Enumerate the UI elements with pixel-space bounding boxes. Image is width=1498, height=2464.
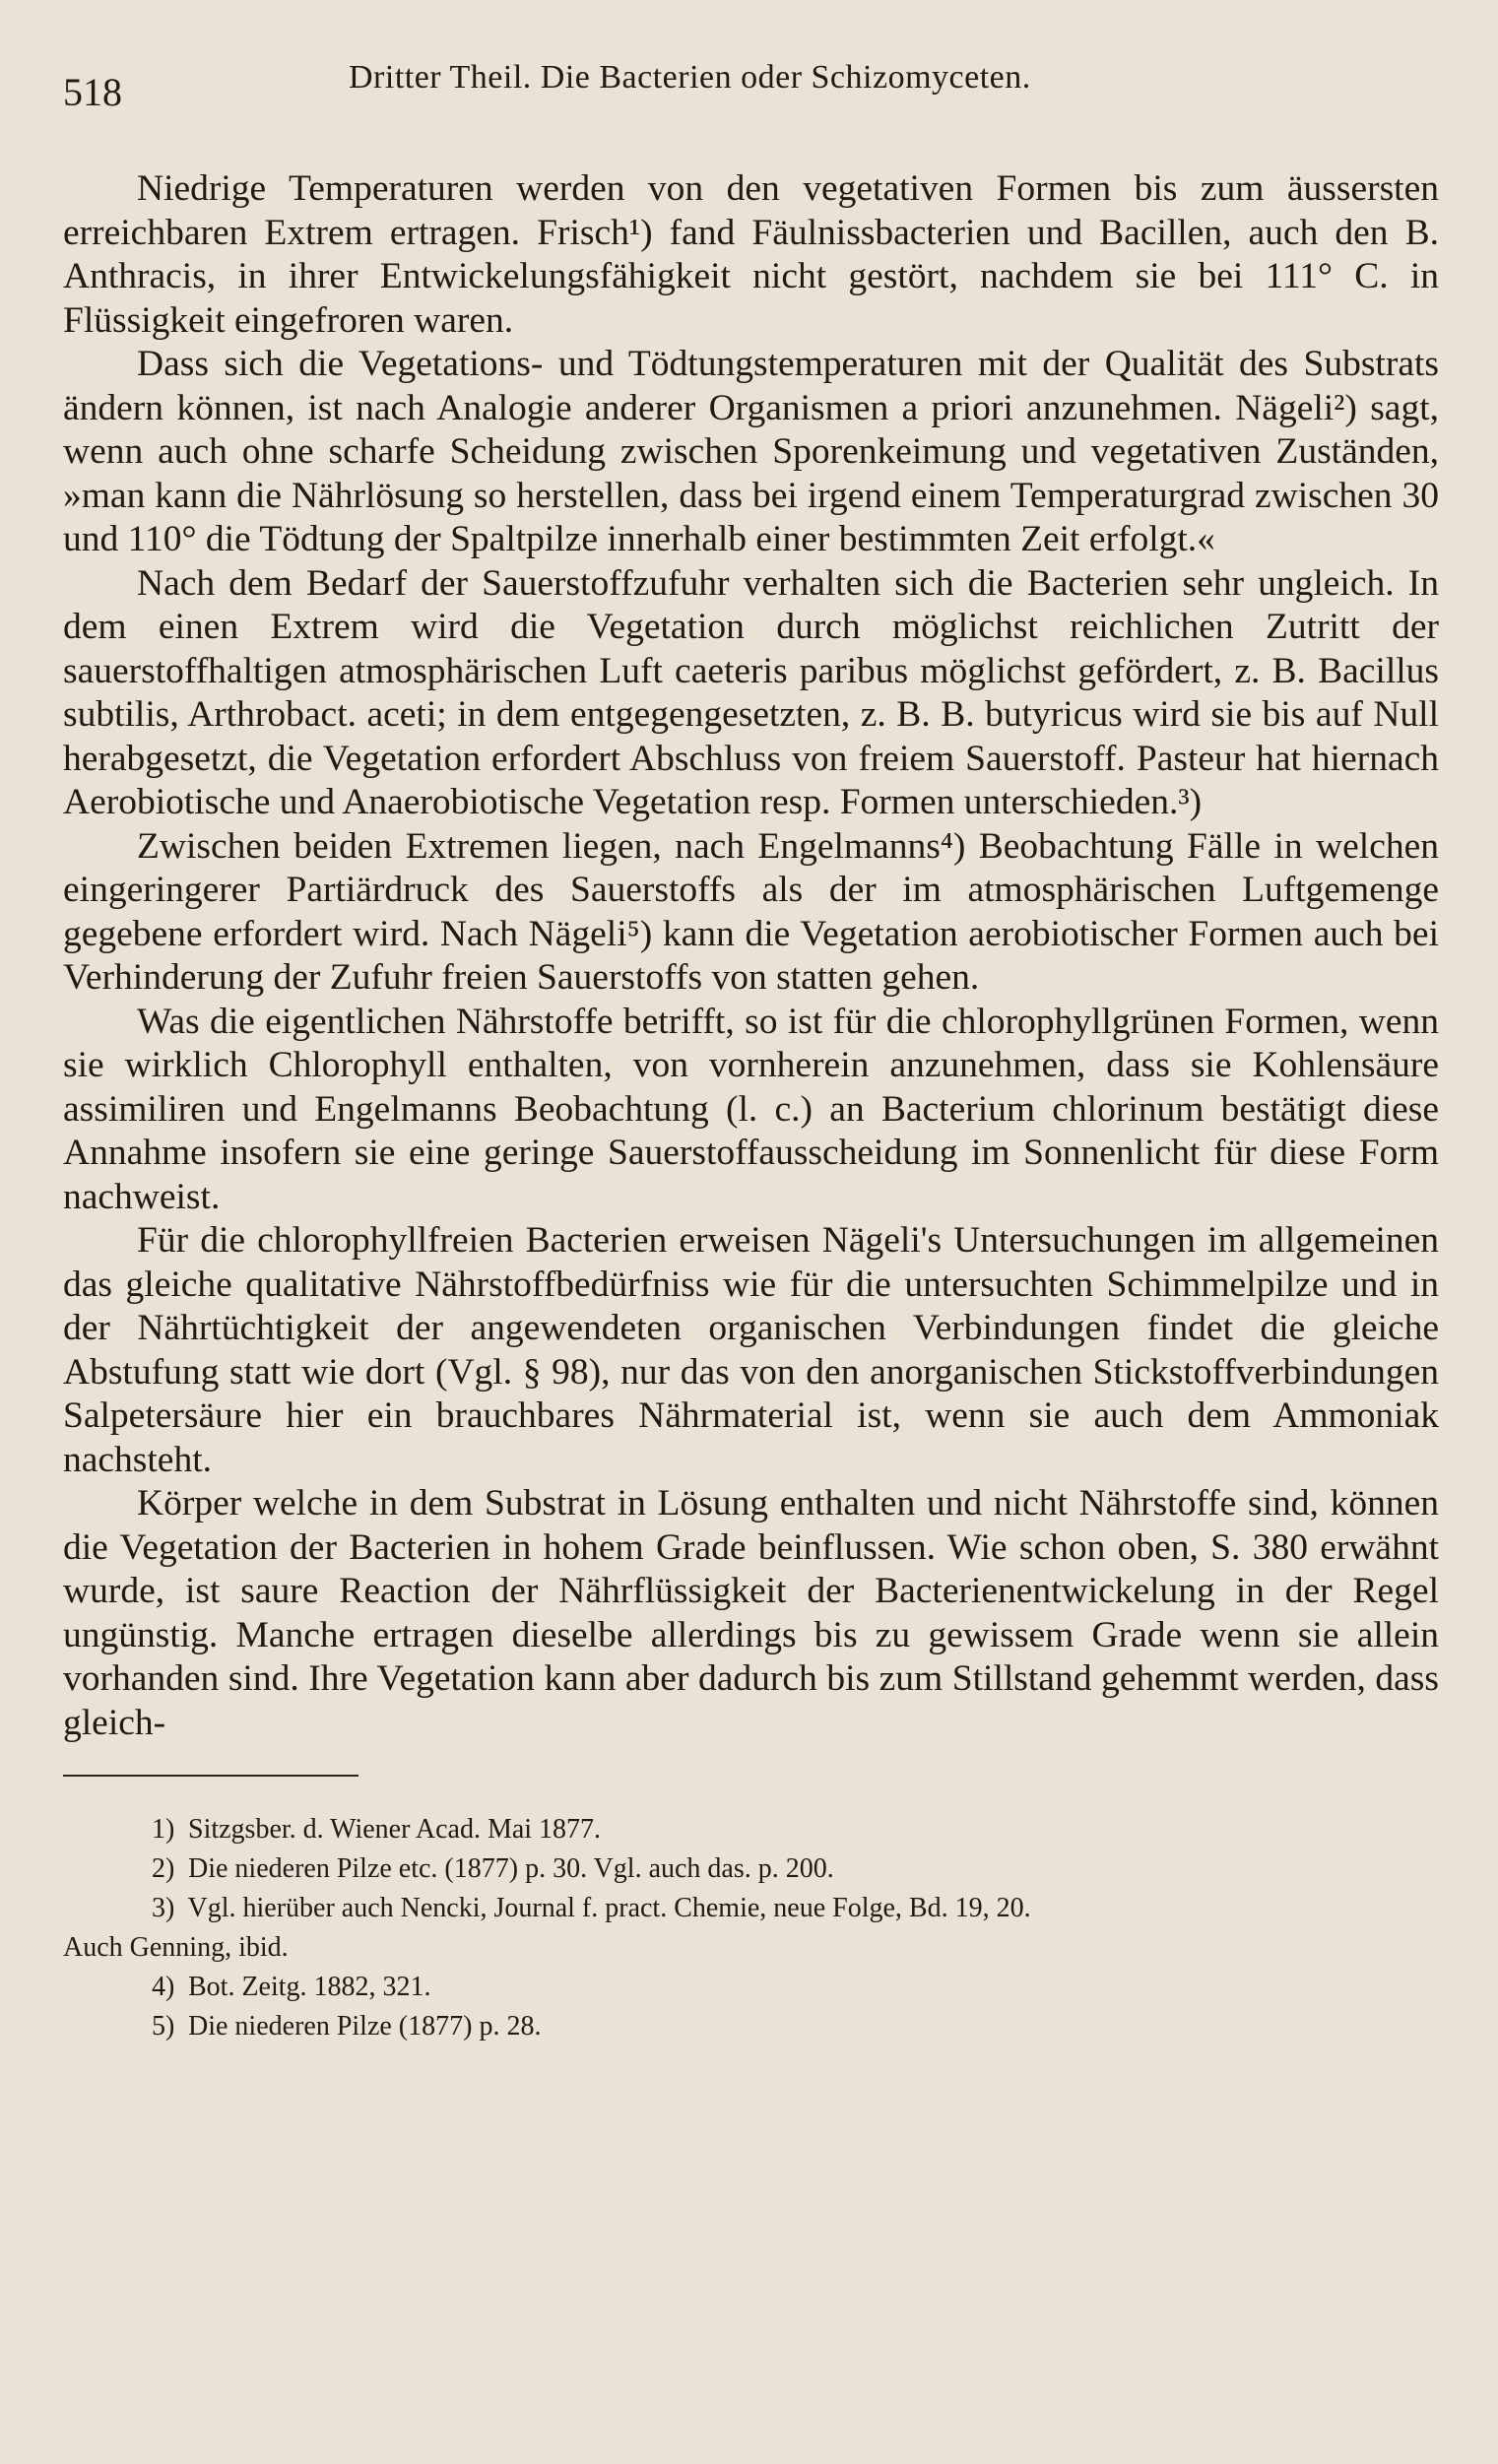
paragraph: Körper welche in dem Substrat in Lösung enthalten und nicht Nährstoffe sind, können die Vegetation der Bacterien in hohem Grade beinflussen. Wie schon oben, S. 380 erwähnt wurde, ist saure Reaction der Nährflüssigkeit der Bacterienentwickelung in der Regel ungünstig. Manche ertragen dieselbe allerdings bis zu gewissem Grade wenn sie allein vorhanden sind. Ihre Vegetation kann aber dadurch bis zum Stillstand gehemmt werden, dass gleich- — [63, 1483, 1439, 1743]
paragraph: Niedrige Temperaturen werden von den vegetativen Formen bis zum äussersten erreichbaren Extrem ertragen. Frisch¹) fand Fäulnissbacterien und Bacillen, auch den B. Anthracis, in ihrer Entwickelungsfähigkeit nicht gestört, nachdem sie bei 111° C. in Flüssigkeit eingefroren waren. — [63, 168, 1439, 341]
footnote — [63, 1849, 1439, 1889]
footnote-text: Die niederen Pilze etc. (1877) p. 30. Vgl. auch das. p. 200. — [188, 1853, 834, 1884]
paragraph: Was die eigentlichen Nährstoffe betrifft, so ist für die chlorophyllgrünen Formen, wenn sie wirklich Chlorophyll enthalten, von vornherein anzunehmen, dass sie Kohlensäure assimiliren und Engelmanns Beobachtung (l. c.) an Bacterium chlorinum bestätigt diese Annahme insofern sie eine geringe Sauerstoffausscheidung im Sonnenlicht für diese Form nachweist. — [63, 1001, 1439, 1217]
footnote-text: Sitzgsber. d. Wiener Acad. Mai 1877. — [188, 1814, 602, 1845]
footnote-number: 3) — [152, 1893, 175, 1923]
running-head: Dritter Theil. Die Bacterien oder Schizomyceten. — [349, 59, 1031, 96]
footnote — [63, 2007, 1439, 2046]
footnote-number: 1) — [152, 1814, 175, 1845]
paragraph: Zwischen beiden Extremen liegen, nach Engelmanns⁴) Beobachtung Fälle in welchen eingeringerer Partiärdruck des Sauerstoffs als der im atmosphärischen Luftgemenge gegebene erfordert wird. Nach Nägeli⁵) kann die Vegetation aerobiotischer Formen auch bei Verhinderung der Zufuhr freien Sauerstoffs von statten gehen. — [63, 825, 1439, 998]
paragraph: Dass sich die Vegetations- und Tödtungstemperaturen mit der Qualität des Substrats ändern können, ist nach Analogie anderer Organismen a priori anzunehmen. Nägeli²) sagt, wenn auch ohne scharfe Scheidung zwischen Sporenkeimung und vegetativen Zuständen, »man kann die Nährlösung so herstellen, dass bei irgend einem Temperaturgrad zwischen 30 und 110° die Tödtung der Spaltpilze innerhalb einer bestimmten Zeit erfolgt.« — [63, 344, 1439, 559]
page-number: 518 — [63, 70, 122, 114]
footnote-number: 5) — [152, 2011, 175, 2042]
body-text — [63, 167, 1439, 1745]
footnote-number: 4) — [152, 1972, 175, 2002]
footnote — [63, 1968, 1439, 2007]
footnote — [63, 1810, 1439, 1849]
footnote — [63, 1889, 1439, 1928]
footnote-continuation — [63, 1928, 1439, 1968]
footnote-number: 2) — [152, 1853, 175, 1884]
footnote-text: Auch Genning, ibid. — [63, 1932, 289, 1963]
footnote-divider — [63, 1775, 358, 1777]
footnote-text: Vgl. hierüber auch Nencki, Journal f. pract. Chemie, neue Folge, Bd. 19, 20. — [187, 1893, 1031, 1923]
footnote-text: Die niederen Pilze (1877) p. 28. — [188, 2011, 542, 2042]
footnotes — [63, 1810, 1439, 2046]
paragraph: Nach dem Bedarf der Sauerstoffzufuhr verhalten sich die Bacterien sehr ungleich. In dem einen Extrem wird die Vegetation durch möglichst reichlichen Zutritt der sauerstoffhaltigen atmosphärischen Luft caeteris paribus möglichst gefördert, z. B. Bacillus subtilis, Arthrobact. aceti; in dem entgegengesetzten, z. B. B. butyricus wird sie bis auf Null herabgesetzt, die Vegetation erfordert Abschluss von freiem Sauerstoff. Pasteur hat hiernach Aerobiotische und Anaerobiotische Vegetation resp. Formen unterschieden.³) — [63, 562, 1439, 822]
paragraph: Für die chlorophyllfreien Bacterien erweisen Nägeli's Untersuchungen im allgemeinen das gleiche qualitative Nährstoffbedürfniss wie für die untersuchten Schimmelpilze und in der Nährtüchtigkeit der angewendeten organischen Verbindungen findet die gleiche Abstufung statt wie dort (Vgl. § 98), nur das von den anorganischen Stickstoffverbindungen Salpetersäure hier ein brauchbares Nährmaterial ist, wenn sie auch dem Ammoniak nachsteht. — [63, 1220, 1439, 1480]
page-header — [63, 59, 1439, 128]
footnote-text: Bot. Zeitg. 1882, 321. — [188, 1972, 431, 2002]
